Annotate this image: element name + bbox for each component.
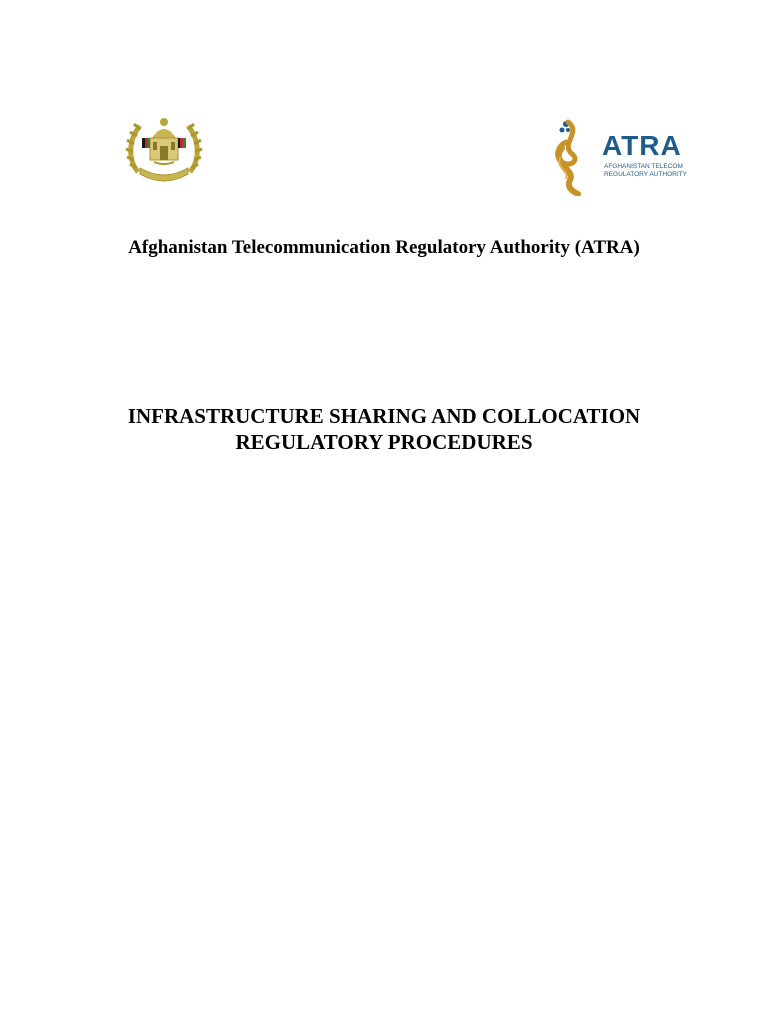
document-title-line2: REGULATORY PROCEDURES — [235, 430, 533, 454]
atra-subtitle-line1: AFGHANISTAN TELECOM — [604, 163, 683, 170]
atra-logo — [548, 118, 688, 198]
document-title-line1: INFRASTRUCTURE SHARING AND COLLOCATION — [127, 404, 641, 428]
atra-swirl-icon — [548, 118, 600, 196]
document-title — [0, 403, 768, 455]
atra-subtitle-line2: REGULATORY AUTHORITY — [604, 171, 687, 178]
organization-name: Afghanistan Telecommunication Regulatory Authority (ATRA) — [128, 237, 640, 258]
atra-wordmark: ATRA — [602, 130, 682, 161]
afghanistan-national-emblem-icon — [124, 112, 204, 188]
